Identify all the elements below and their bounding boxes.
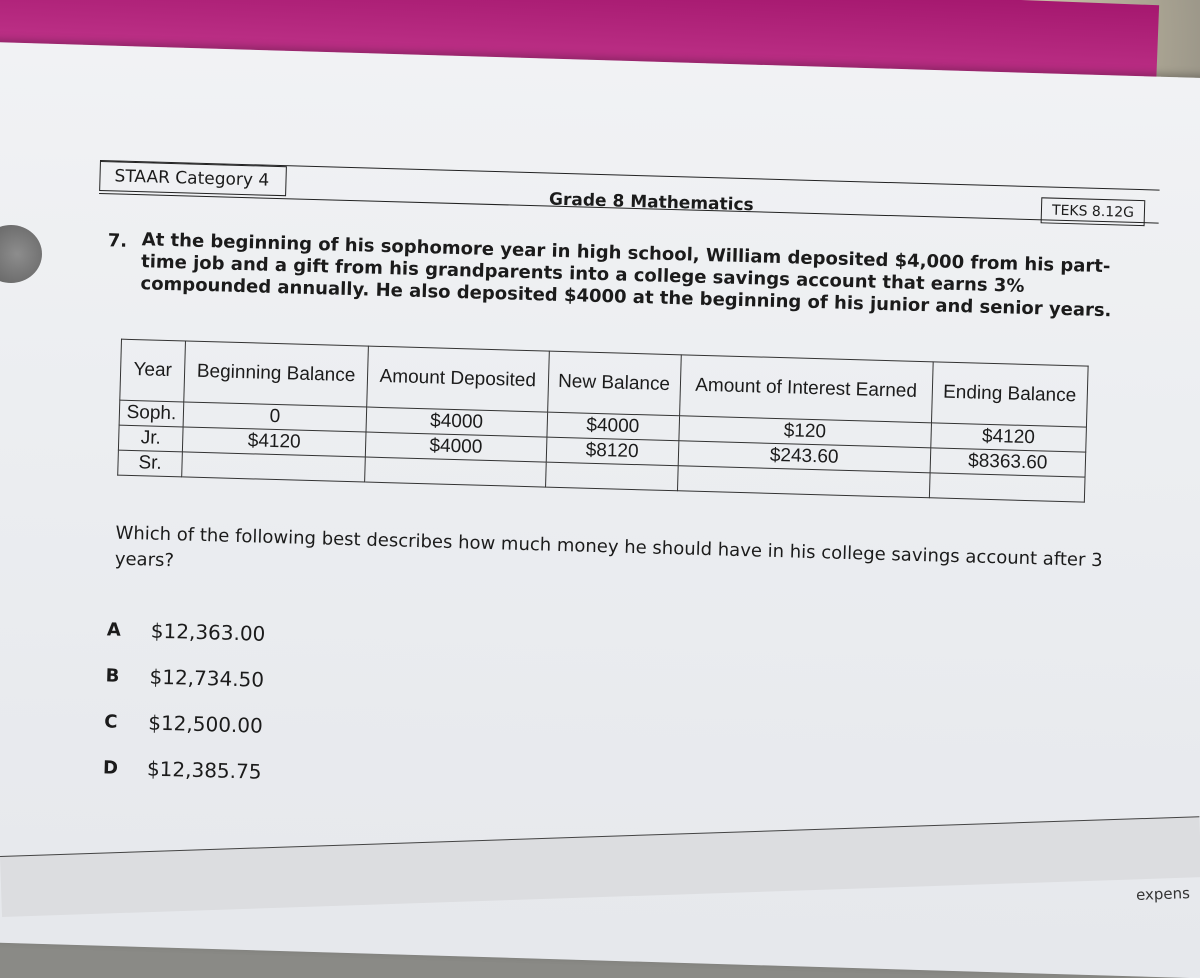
table-cell: Sr. <box>118 450 183 477</box>
table-cell <box>929 473 1085 502</box>
table-cell: Soph. <box>119 400 184 427</box>
column-header-beginning-balance: Beginning Balance <box>184 341 369 407</box>
table-cell: $4120 <box>931 423 1087 452</box>
column-header-new-balance: New Balance <box>547 351 681 416</box>
table-cell: Jr. <box>118 425 183 452</box>
subject-title: Grade 8 Mathematics <box>548 189 754 216</box>
column-header-amount-deposited: Amount Deposited <box>367 346 549 412</box>
choice-letter: D <box>102 756 119 779</box>
table-cell: $4000 <box>366 407 547 437</box>
choice-text: $12,500.00 <box>147 710 264 738</box>
underlying-page-text: expens <box>1135 884 1191 904</box>
table-cell: $8120 <box>546 437 679 466</box>
table-cell <box>365 457 546 487</box>
table-cell: $4000 <box>365 432 546 462</box>
table-cell <box>545 462 678 491</box>
table-cell: $4000 <box>546 412 679 441</box>
choice-text: $12,385.75 <box>146 756 262 784</box>
question-prompt: Which of the following best describes how much money he should have in his college savings account after 3 years? <box>114 522 1103 572</box>
savings-table <box>117 339 1088 503</box>
choice-b[interactable] <box>105 652 265 702</box>
answer-choices <box>102 606 266 794</box>
column-header-ending-balance: Ending Balance <box>931 362 1088 427</box>
question-stem: At the beginning of his sophomore year in high school, William deposited $4,000 from his part-time job and a gift from his grandparents into a college savings account that earns 3% compounded annually. He also deposited $4000 at the beginning of his junior and senior years. <box>140 229 1112 322</box>
choice-letter: B <box>105 664 120 687</box>
choice-d[interactable] <box>102 744 262 794</box>
worksheet-content <box>82 160 1179 830</box>
choice-letter: A <box>106 618 122 641</box>
category-label: STAAR Category 4 <box>99 161 286 196</box>
table-cell: $120 <box>679 416 932 448</box>
table-cell: $4120 <box>182 427 366 457</box>
choice-text: $12,734.50 <box>149 664 265 692</box>
choice-a[interactable] <box>106 606 266 656</box>
choice-letter: C <box>104 710 118 733</box>
table-cell: 0 <box>183 402 367 432</box>
table-cell: $8363.60 <box>930 448 1086 477</box>
table-cell <box>182 452 366 482</box>
table-cell: $243.60 <box>678 441 931 473</box>
question-number: 7. <box>107 230 128 252</box>
column-header-interest-earned: Amount of Interest Earned <box>679 355 933 423</box>
choice-c[interactable] <box>104 698 264 748</box>
choice-text: $12,363.00 <box>150 618 266 646</box>
column-header-year: Year <box>120 339 186 402</box>
standard-label: TEKS 8.12G <box>1041 197 1146 226</box>
